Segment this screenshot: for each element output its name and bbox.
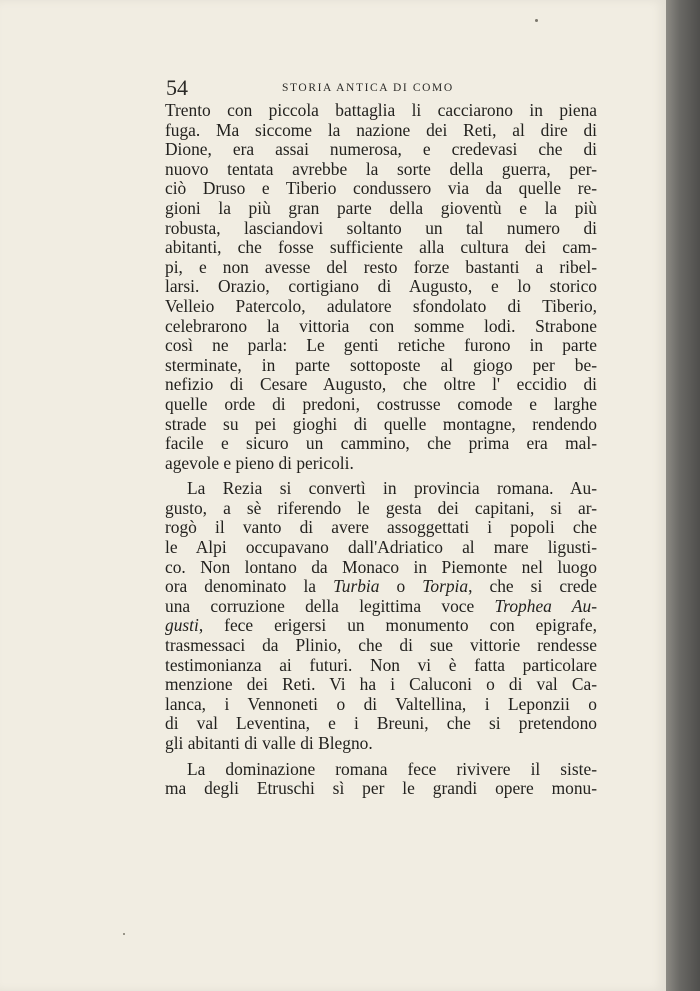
text-line: ciò Druso e Tiberio condussero via da quelle re- <box>165 179 597 199</box>
text-line: abitanti, che fosse sufficiente alla cultura dei cam- <box>165 238 597 258</box>
paper-speck <box>123 933 125 935</box>
text-line: sterminate, in parte sottoposte al giogo per be- <box>165 355 597 375</box>
text-line: rogò il vanto di avere assoggettati i popoli che <box>165 518 597 538</box>
text-line: lanca, i Vennoneti o di Valtellina, i Leponzii o <box>165 694 597 714</box>
text-line: nefizio di Cesare Augusto, che oltre l' eccidio di <box>165 375 597 395</box>
text-line: menzione dei Reti. Vi ha i Caluconi o di val Ca- <box>165 675 597 695</box>
text-line: celebrarono la vittoria con somme lodi. Strabone <box>165 316 597 336</box>
book-edge <box>666 0 700 991</box>
text-line: nuovo tentata avrebbe la sorte della guerra, per- <box>165 159 597 179</box>
text-line: una corruzione della legittima voce Trophea Au- <box>165 596 597 616</box>
text-line: Trento con piccola battaglia li cacciarono in piena <box>165 101 597 120</box>
paper-speck <box>535 19 538 22</box>
text-line: gli abitanti di valle di Blegno. <box>165 734 373 753</box>
text-line: pi, e non avesse del resto forze bastanti a ribel- <box>165 257 597 277</box>
italic-term: gusti <box>165 616 199 636</box>
text-line: facile e sicuro un cammino, che prima era mal- <box>165 434 597 454</box>
text-line: gusti, fece erigersi un monumento con epigrafe, <box>165 616 597 636</box>
italic-term: Trophea Au- <box>494 596 597 616</box>
text-line: testimonianza ai futuri. Non vi è fatta particolare <box>165 655 597 675</box>
text-line: ma degli Etruschi sì per le grandi opere monu- <box>165 779 597 799</box>
text-line: ora denominato la Turbia o Torpia, che si crede <box>165 577 597 597</box>
text-line: di val Leventina, e i Breuni, che si pretendono <box>165 714 597 734</box>
text-line: Dione, era assai numerosa, e credevasi che di <box>165 140 597 160</box>
text-line: La dominazione romana fece rivivere il siste- <box>187 759 597 779</box>
text-line: così ne parla: Le genti retiche furono in parte <box>165 336 597 356</box>
text-line: fuga. Ma siccome la nazione dei Reti, al dire di <box>165 120 597 140</box>
body-text <box>165 101 597 799</box>
text-line: gusto, a sè riferendo le gesta dei capitani, si ar- <box>165 498 597 518</box>
text-line: agevole e pieno di pericoli. <box>165 453 354 473</box>
running-title: STORIA ANTICA DI COMO <box>282 82 454 94</box>
text-line: robusta, lasciandovi soltanto un tal numero di <box>165 218 597 238</box>
page-number: 54 <box>166 75 188 100</box>
text-line: le Alpi occupavano dall'Adriatico al mare ligusti- <box>165 538 597 558</box>
italic-term: Turbia <box>333 577 380 597</box>
text-line: quelle orde di predoni, costrusse comode e larghe <box>165 394 597 414</box>
text-line: larsi. Orazio, cortigiano di Augusto, e lo storico <box>165 277 597 297</box>
text-line: Velleio Patercolo, adulatore sfondolato di Tiberio, <box>165 296 597 316</box>
text-line: trasmessaci da Plinio, che di sue vittorie rendesse <box>165 636 597 656</box>
text-line: co. Non lontano da Monaco in Piemonte nel luogo <box>165 557 597 577</box>
page-header <box>166 76 596 100</box>
text-line: La Rezia si convertì in provincia romana. Au- <box>187 479 597 499</box>
italic-term: Torpia <box>422 577 469 597</box>
text-line: gioni la più gran parte della gioventù e la più <box>165 198 597 218</box>
text-line: strade su pei gioghi di quelle montagne, rendendo <box>165 414 597 434</box>
